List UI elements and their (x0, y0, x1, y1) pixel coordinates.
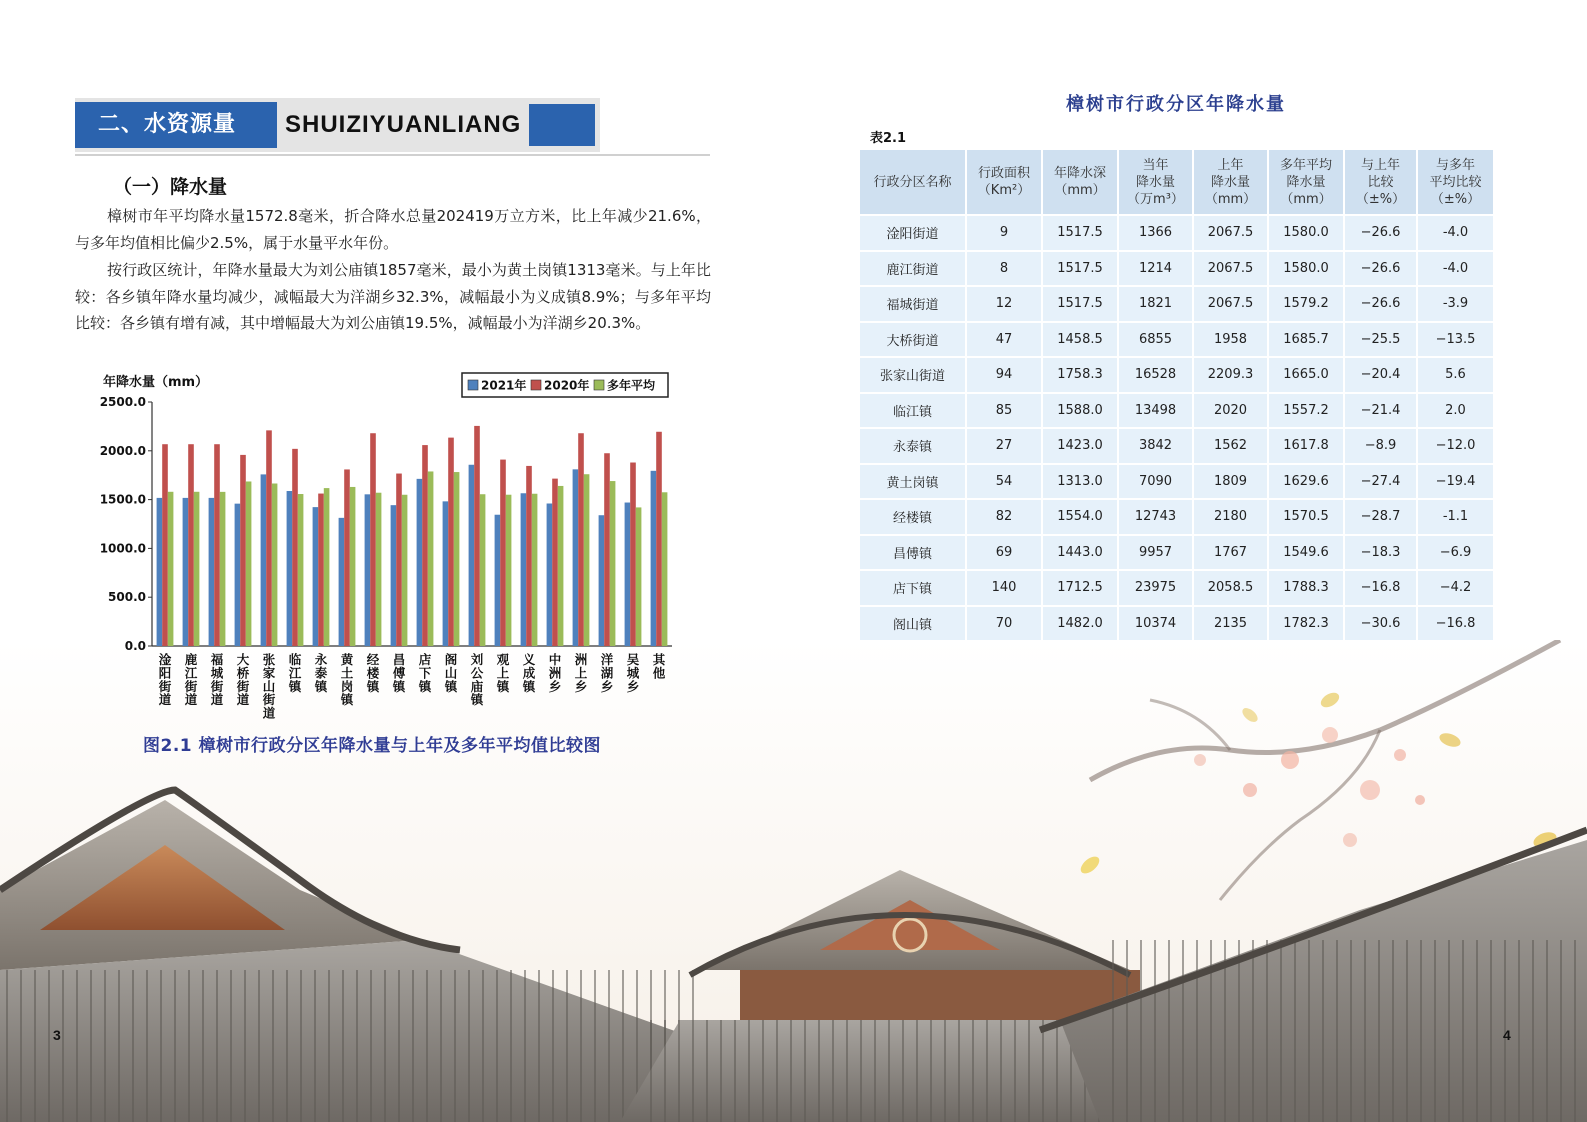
x-category-label: 中洲乡 (548, 652, 562, 694)
table-cell: 1366 (1119, 214, 1194, 250)
table-cell: 1579.2 (1269, 285, 1345, 321)
y-tick-label: 1000.0 (99, 541, 146, 556)
table-header-row (860, 150, 1493, 214)
bar-多年平均 (220, 492, 226, 646)
table-header-line: （mm） (1054, 183, 1106, 198)
y-tick-label: 1500.0 (99, 492, 146, 507)
bar-2020年 (422, 445, 428, 646)
bar-2020年 (292, 449, 298, 646)
table-cell: 鹿江街道 (860, 250, 967, 286)
table-cell: -3.9 (1418, 285, 1493, 321)
table-cell: 69 (967, 534, 1043, 570)
bar-2021年 (521, 493, 527, 646)
table-cell: −26.6 (1345, 250, 1418, 286)
bar-2021年 (417, 479, 423, 646)
table-header-cell (860, 150, 967, 214)
table-cell: 2209.3 (1194, 356, 1269, 392)
bar-2020年 (604, 453, 610, 646)
table-cell: 1458.5 (1043, 321, 1119, 357)
bar-多年平均 (506, 495, 512, 646)
table-cell: 1685.7 (1269, 321, 1345, 357)
x-category-label: 洋湖乡 (600, 652, 614, 694)
section-divider (75, 154, 710, 156)
table-cell: 阁山镇 (860, 605, 967, 641)
table-cell: 2058.5 (1194, 569, 1269, 605)
bar-2021年 (261, 474, 267, 646)
table-cell: 1313.0 (1043, 463, 1119, 499)
bar-2021年 (625, 503, 631, 646)
table-cell: 10374 (1119, 605, 1194, 641)
table-cell: 8 (967, 250, 1043, 286)
table-header-line: （万m³） (1127, 191, 1184, 207)
table-cell: 1517.5 (1043, 250, 1119, 286)
table-cell: 张家山街道 (860, 356, 967, 392)
bar-2021年 (495, 515, 501, 646)
table-row (860, 569, 1493, 605)
bar-多年平均 (298, 494, 304, 646)
table-cell: −21.4 (1345, 392, 1418, 428)
y-tick-label: 2500.0 (99, 395, 146, 409)
paragraph-2: 按行政区统计，年降水量最大为刘公庙镇1857毫米，最小为黄土岗镇1313毫米。与上年比较：各乡镇年降水量均减少，减幅最大为洋湖乡32.3%，减幅最小为义成镇8.9%；与多年平均比较：各乡镇有增有减，其中增幅最大为刘公庙镇19.5%，减幅最小为洋湖乡20.3%。 (75, 261, 711, 332)
table-header-line: （Km²） (977, 183, 1031, 198)
table-cell: 85 (967, 392, 1043, 428)
table-header-line: 降水量 (1210, 174, 1250, 190)
table-cell: 5.6 (1418, 356, 1493, 392)
section-title-cn: 二、水资源量 (75, 102, 277, 148)
y-tick-label: 2000.0 (99, 443, 146, 458)
table-cell: 1767 (1194, 534, 1269, 570)
table-cell: 1629.6 (1269, 463, 1345, 499)
table-cell: −16.8 (1345, 569, 1418, 605)
bar-2021年 (443, 501, 449, 646)
table-cell: 2067.5 (1194, 250, 1269, 286)
table-cell: 淦阳街道 (860, 214, 967, 250)
table-row (860, 285, 1493, 321)
table-cell: 12743 (1119, 498, 1194, 534)
table-header-cell (1269, 150, 1345, 214)
y-tick-label: 500.0 (108, 590, 146, 605)
table-cell: 12 (967, 285, 1043, 321)
table-header-line: 降水量 (1286, 174, 1326, 190)
legend-swatch (531, 380, 541, 390)
table-row (860, 605, 1493, 641)
table-header-line: 与上年 (1360, 157, 1400, 173)
bar-多年平均 (636, 507, 642, 646)
table-header-cell (1345, 150, 1418, 214)
bar-多年平均 (454, 472, 460, 646)
table-cell: 23975 (1119, 569, 1194, 605)
table-cell: −6.9 (1418, 534, 1493, 570)
table-header-line: 年降水深 (1053, 166, 1106, 181)
table-label: 表2.1 (870, 131, 907, 146)
bar-多年平均 (272, 484, 278, 647)
table-row (860, 321, 1493, 357)
table-row (860, 214, 1493, 250)
table-cell: 1809 (1194, 463, 1269, 499)
bar-多年平均 (194, 492, 200, 646)
table-cell: −19.4 (1418, 463, 1493, 499)
bar-2020年 (500, 460, 506, 646)
bar-多年平均 (558, 486, 564, 646)
table-header-cell (1043, 150, 1119, 214)
bar-2021年 (287, 491, 293, 646)
table-cell: 1557.2 (1269, 392, 1345, 428)
table-cell: 16528 (1119, 356, 1194, 392)
table-row (860, 392, 1493, 428)
table-cell: −12.0 (1418, 427, 1493, 463)
table-cell: 140 (967, 569, 1043, 605)
table-cell: 1562 (1194, 427, 1269, 463)
bar-2020年 (240, 455, 246, 646)
table-cell: −16.8 (1418, 605, 1493, 641)
table-title: 樟树市行政分区年降水量 (1066, 94, 1286, 115)
bar-2021年 (157, 498, 163, 646)
table-cell: 1517.5 (1043, 214, 1119, 250)
bar-2021年 (235, 504, 241, 646)
table-cell: 永泰镇 (860, 427, 967, 463)
table-row (860, 534, 1493, 570)
bar-2020年 (344, 469, 350, 646)
table-cell: −25.5 (1345, 321, 1418, 357)
table-header-line: 比较 (1367, 174, 1394, 190)
table-cell: 1758.3 (1043, 356, 1119, 392)
bar-2020年 (656, 432, 662, 646)
table-cell: 1570.5 (1269, 498, 1345, 534)
rainfall-table (860, 150, 1493, 640)
table-cell: 1549.6 (1269, 534, 1345, 570)
table-cell: 经楼镇 (860, 498, 967, 534)
x-category-label: 昌傅镇 (392, 652, 406, 694)
table-header-line: 上年 (1217, 157, 1244, 173)
bar-多年平均 (662, 492, 668, 646)
table-cell: 1554.0 (1043, 498, 1119, 534)
table-header-cell (1194, 150, 1269, 214)
table-cell: 1482.0 (1043, 605, 1119, 641)
table-cell: 47 (967, 321, 1043, 357)
table-header-line: 多年平均 (1279, 157, 1332, 173)
bar-2021年 (547, 504, 553, 647)
table-cell: 2067.5 (1194, 285, 1269, 321)
table-cell: −20.4 (1345, 356, 1418, 392)
table-cell: 3842 (1119, 427, 1194, 463)
bar-2021年 (313, 507, 319, 646)
table-cell: 94 (967, 356, 1043, 392)
table-cell: 70 (967, 605, 1043, 641)
legend-swatch (468, 380, 478, 390)
bar-多年平均 (376, 493, 382, 646)
bar-多年平均 (168, 492, 174, 646)
bar-2021年 (365, 494, 371, 646)
table-cell: 1423.0 (1043, 427, 1119, 463)
bar-2020年 (526, 466, 532, 646)
bar-2021年 (183, 498, 189, 646)
table-cell: −13.5 (1418, 321, 1493, 357)
bar-2020年 (630, 463, 636, 646)
bar-2020年 (552, 479, 558, 646)
table-cell: 1214 (1119, 250, 1194, 286)
table-cell: −27.4 (1345, 463, 1418, 499)
table-header-line: （mm） (1204, 191, 1257, 207)
x-category-label: 淦阳街道 (158, 652, 172, 708)
legend-label: 2021年 (481, 378, 527, 393)
table-cell: 1617.8 (1269, 427, 1345, 463)
bar-2021年 (573, 469, 579, 646)
table-row (860, 427, 1493, 463)
table-header-line: 当年 (1142, 157, 1169, 173)
bar-2021年 (339, 518, 345, 646)
bar-多年平均 (350, 487, 356, 646)
chart-legend (462, 373, 668, 397)
x-category-label: 吴城乡 (626, 652, 640, 694)
bar-2021年 (469, 465, 475, 646)
table-header-cell (967, 150, 1043, 214)
table-cell: 临江镇 (860, 392, 967, 428)
x-category-label: 大桥街道 (236, 652, 250, 708)
table-cell: 2180 (1194, 498, 1269, 534)
bar-2020年 (396, 474, 402, 646)
table-cell: 1517.5 (1043, 285, 1119, 321)
table-header-cell (1119, 150, 1194, 214)
table-cell: -4.0 (1418, 214, 1493, 250)
table-cell: −18.3 (1345, 534, 1418, 570)
x-category-label: 永泰镇 (314, 652, 328, 694)
table-cell: 2020 (1194, 392, 1269, 428)
section-header-block (529, 104, 595, 146)
table-cell: 昌傅镇 (860, 534, 967, 570)
table-cell: 1580.0 (1269, 214, 1345, 250)
bar-2021年 (599, 515, 605, 646)
table-row (860, 356, 1493, 392)
table-cell: 1712.5 (1043, 569, 1119, 605)
table-cell: 1665.0 (1269, 356, 1345, 392)
bar-2020年 (266, 430, 272, 646)
bar-2021年 (391, 505, 397, 646)
paragraph-1: 樟树市年平均降水量1572.8毫米，折合降水总量202419万立方米，比上年减少21.6%，与多年均值相比偏少2.5%，属于水量平水年份。 (75, 207, 711, 252)
table-cell: 1588.0 (1043, 392, 1119, 428)
bar-多年平均 (584, 474, 590, 646)
table-cell: 2067.5 (1194, 214, 1269, 250)
table-cell: 7090 (1119, 463, 1194, 499)
x-category-label: 鹿江街道 (184, 652, 198, 708)
table-cell: 1580.0 (1269, 250, 1345, 286)
table-cell: −26.6 (1345, 285, 1418, 321)
table-cell: 1958 (1194, 321, 1269, 357)
table-cell: 2135 (1194, 605, 1269, 641)
bar-2021年 (651, 471, 657, 646)
page-number-right: 4 (1503, 1027, 1511, 1043)
bar-多年平均 (246, 481, 252, 646)
x-category-label: 店下镇 (418, 652, 432, 694)
x-category-label: 观上镇 (496, 652, 510, 694)
x-category-label: 经楼镇 (366, 652, 380, 694)
table-cell: -4.0 (1418, 250, 1493, 286)
table-header-cell (1418, 150, 1493, 214)
bar-2020年 (162, 444, 168, 646)
x-category-label: 福城街道 (210, 652, 224, 708)
table-header-line: （±%） (1430, 191, 1481, 207)
x-category-label: 刘公庙镇 (470, 652, 484, 708)
bar-2020年 (474, 426, 480, 646)
table-cell: 福城街道 (860, 285, 967, 321)
table-row (860, 463, 1493, 499)
legend-label: 多年平均 (607, 378, 656, 393)
bar-2020年 (214, 444, 220, 646)
rainfall-bar-chart (95, 365, 675, 727)
bar-多年平均 (402, 495, 408, 646)
y-axis-label: 年降水量（mm） (103, 375, 209, 390)
bar-2020年 (318, 494, 324, 646)
bar-2020年 (188, 444, 194, 646)
table-header-line: 降水量 (1135, 174, 1175, 190)
table-header-line: （±%） (1355, 191, 1406, 207)
bar-2020年 (578, 433, 584, 646)
table-cell: 54 (967, 463, 1043, 499)
x-category-label: 临江镇 (288, 652, 302, 694)
table-cell: −4.2 (1418, 569, 1493, 605)
table-cell: 1788.3 (1269, 569, 1345, 605)
x-category-label: 洲上乡 (574, 652, 588, 694)
x-category-label: 义成镇 (522, 652, 536, 694)
x-category-label: 张家山街道 (262, 652, 276, 721)
table-cell: 6855 (1119, 321, 1194, 357)
bar-2020年 (370, 433, 376, 646)
table-cell: −28.7 (1345, 498, 1418, 534)
table-cell: −30.6 (1345, 605, 1418, 641)
page-number-left: 3 (53, 1027, 61, 1043)
table-cell: 9957 (1119, 534, 1194, 570)
table-cell: 1821 (1119, 285, 1194, 321)
table-cell: 店下镇 (860, 569, 967, 605)
table-cell: 1443.0 (1043, 534, 1119, 570)
table-header-line: 行政面积 (977, 166, 1030, 181)
table-header-line: 行政分区名称 (873, 174, 952, 190)
bar-多年平均 (428, 471, 434, 646)
table-cell: 大桥街道 (860, 321, 967, 357)
table-cell: -1.1 (1418, 498, 1493, 534)
table-cell: 2.0 (1418, 392, 1493, 428)
table-cell: 13498 (1119, 392, 1194, 428)
table-row (860, 250, 1493, 286)
table-cell: −26.6 (1345, 214, 1418, 250)
bar-多年平均 (532, 494, 538, 646)
section-header (75, 98, 600, 152)
bar-多年平均 (610, 481, 616, 646)
table-cell: 1782.3 (1269, 605, 1345, 641)
y-tick-label: 0.0 (124, 639, 146, 653)
table-cell: 27 (967, 427, 1043, 463)
figure-caption: 图2.1 樟树市行政分区年降水量与上年及多年平均值比较图 (143, 736, 602, 756)
table-header-line: （mm） (1280, 191, 1332, 207)
table-cell: 9 (967, 214, 1043, 250)
table-header-line: 与多年 (1435, 157, 1475, 173)
subheading: （一）降水量 (113, 176, 228, 198)
x-category-label: 其他 (652, 652, 666, 681)
bar-多年平均 (480, 494, 486, 646)
table-cell: −8.9 (1345, 427, 1418, 463)
section-title-en: SHUIZIYUANLIANG (285, 111, 522, 138)
x-category-label: 黄土岗镇 (340, 652, 354, 708)
legend-label: 2020年 (544, 378, 590, 393)
bar-多年平均 (324, 488, 330, 646)
legend-swatch (594, 380, 604, 390)
table-cell: 黄土岗镇 (860, 463, 967, 499)
x-category-label: 阁山镇 (444, 652, 458, 694)
bar-2021年 (209, 498, 215, 646)
bar-2020年 (448, 438, 454, 646)
table-cell: 82 (967, 498, 1043, 534)
table-header-line: 平均比较 (1429, 174, 1482, 190)
table-row (860, 498, 1493, 534)
